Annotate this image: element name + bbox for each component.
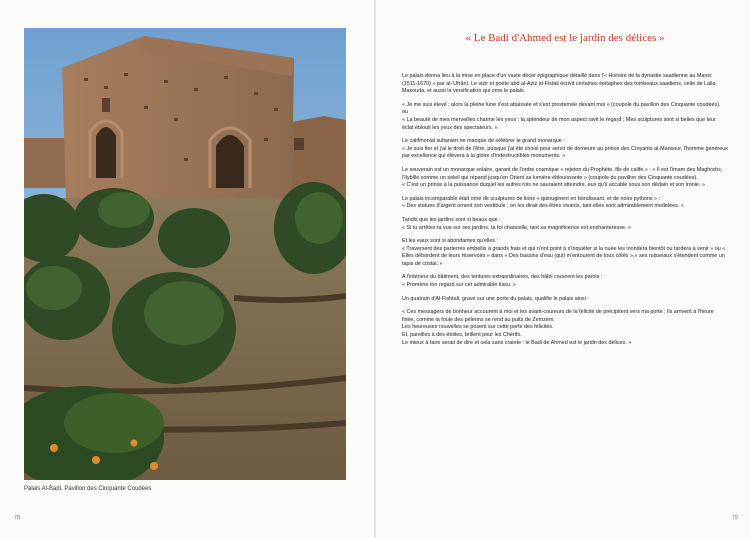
paragraph: « Si tu arrêtes ta vue sur ses jardins, ta foi chancelle, tant sa magnificence est enchanteresse. » [402,224,631,231]
paragraph: Et, pareilles à des étoiles, brillent pour les Chérifs. [402,332,522,339]
paragraph: « Promène ton regard sur cet admirable tissu. » [402,282,516,289]
paragraph: Et les eaux sont si abondantes qu'elles : [402,238,499,245]
paragraph: « Traversent des parterres embellis à grands frais et qui n'ont point à s'inquiéter si la nuée les inondera bientôt ou tardera à venir » ou « Elles débordent de leurs réservoirs » dans « Des bassins d'eau (qui) m'entourent de tous côtés »,« ses ruisseaux s'étendent comme un tapis de cristal. » [402,245,726,267]
paragraph: Le palais incomparable était orné de sculptures de lions « quinuginent en bondissant, et de noirs pythons » : [402,195,661,202]
paragraph: « Ces messagers de bonheur accourent à moi et les avant-coureurs de la félicité de précipitent vers ma porte ; ils arrivent à l'heure fixée, comme la foule des pèlerins se rend au puits de Zemzem. [402,309,714,323]
paragraph: « C'est un prince à la puissance duquel les autres rois ne sauraient atteindre, eux qu'il accable sous son dédain et son ironie. » [402,182,705,189]
photo-caption: Palais Al-Badi, Pavillon des Cinquante Coudées [24,486,152,492]
paragraph: Tandis que les jardins sont si beaux que : [402,216,501,223]
chapter-title: « Le Badi d'Ahmed est le jardin des délices » [465,32,665,44]
paragraph: ou [402,109,408,116]
paragraph: « La beauté de mes merveilles charme les yeux ; la splendeur de mon aspect ravit le regard ; Mes sculptures sont si belles que leur éclat éblouit les yeux des spectateurs. » [402,116,716,131]
paragraph: Le souverain est un monarque solaire, garant de l'ordre cosmique « rejeton du Prophète, fils de calife » : « Il est l'imam des Maghrebs, l'Ilybille comme un soleil qui répand jusqu'en Orient sa lumière éblouissante » (coupole du pavillon des Cinquante coudées). [402,166,723,181]
paragraph: Le mieux à faire serait de dire et cela sans crainte : le Badi de Ahmed est le jardin des délices. » [402,339,632,346]
paragraph: Le palais donna lieu à la mise en place d'un vaste décor épigraphique détaillé dans l'« Histoire de la dynastie saadienne au Maroc (1511-1670) » par al-'Ufrânî. Le vizir et poète abd al-Aziz al-Fistali écrivit certaines épitaphes des tombeaux saadiens, celle de Lalla Masouda, et aussi la versification qui orne le palais. [402,73,716,95]
body-text [402,73,728,347]
paragraph: « Je suis fier et j'ai le droit de l'être, puisque j'ai été choisi pour servir de demeure au prince des Croyants al-Mansour, l'homme généreux par excellence qui élèvera à la gloire d'indestructibles monuments. » [402,145,728,160]
paragraph: Un quatrain d'Al-Fishtali, gravé sur une porte du palais, qualifie le palais ainsi : [402,295,589,302]
paragraph: Les heureuses nouvelles se posent sur cette porte des félicités. [402,324,554,331]
paragraph: « Je me suis élevé ; alors la pleine lune s'est abaissée et s'est prosternée devant moi » (coupole du pavillon des Cinquante coudées). [402,101,721,108]
left-folio: 78 [14,515,21,521]
paragraph: « Des statues d'argent ornent son vestibule ; on les dirait des êtres vivants, tant elles sont admirablement modelées. » [402,203,684,210]
right-folio: 79 [731,515,738,521]
paragraph: Le califmonial sultanien ne manque de célébrer le grand monarque : [402,138,565,145]
palace-photo [24,28,346,480]
paragraph: A l'intérieur du bâtiment, des tentures extraordinaires, des hâlbi couvrent les parois : [402,274,603,281]
